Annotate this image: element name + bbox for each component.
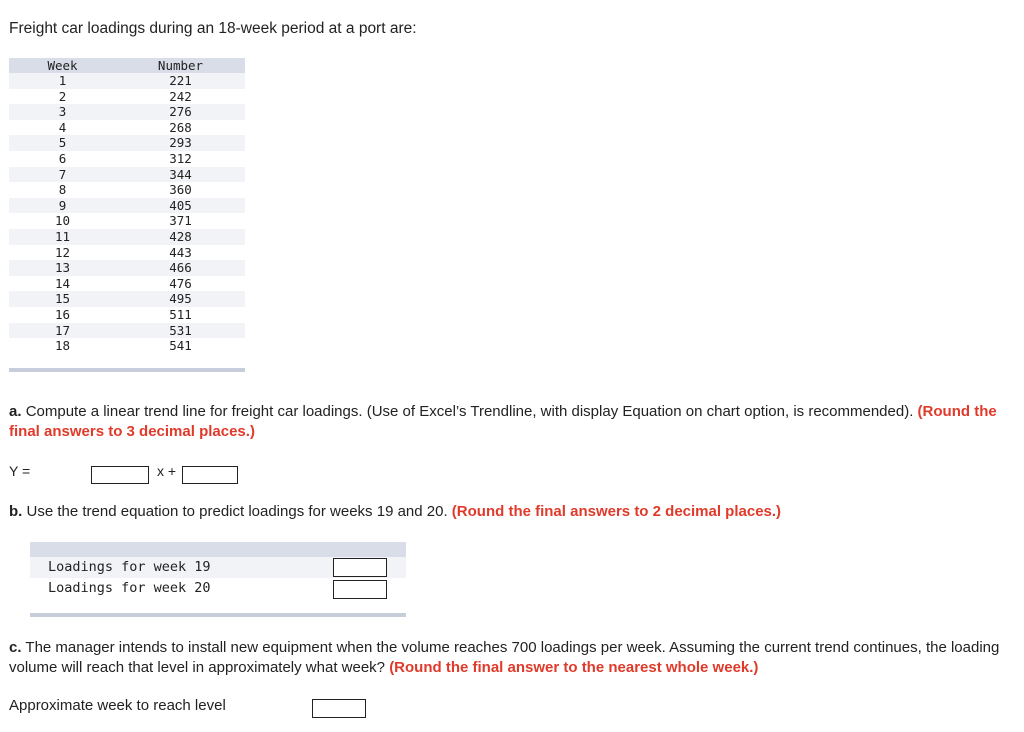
number-cell: 531 xyxy=(169,322,192,338)
table-row xyxy=(9,307,245,323)
part-b-question xyxy=(9,502,1014,522)
week-cell: 16 xyxy=(54,306,71,322)
week-cell: 18 xyxy=(54,338,71,354)
number-cell: 293 xyxy=(169,135,192,151)
table-body xyxy=(9,73,245,354)
forecast-table-bottom-bar xyxy=(30,613,406,617)
part-a-text: Compute a linear trend line for freight car loadings. (Use of Excel’s Trendline, with display Equation on chart option, is recommended). xyxy=(25,403,914,420)
slope-input[interactable] xyxy=(91,466,149,484)
number-cell: 242 xyxy=(169,88,192,104)
part-c-text: The manager intends to install new equipment when the volume reaches 700 loadings per week. Assuming the current trend continues, the loading volume will reach that level in approximately what week? xyxy=(9,639,1000,676)
number-cell: 428 xyxy=(169,228,192,244)
table-row xyxy=(9,182,245,198)
week-cell: 11 xyxy=(54,228,71,244)
number-cell: 443 xyxy=(169,244,192,260)
part-b-text: Use the trend equation to predict loadings for weeks 19 and 20. xyxy=(26,503,448,520)
part-c-question xyxy=(9,638,1014,678)
table-row xyxy=(9,151,245,167)
table-row xyxy=(9,276,245,292)
week-cell: 8 xyxy=(58,182,67,198)
number-cell: 268 xyxy=(169,119,192,135)
header-number: Number xyxy=(157,58,204,73)
week-cell: 2 xyxy=(58,88,67,104)
week-cell: 12 xyxy=(54,244,71,260)
week-cell: 7 xyxy=(58,166,67,182)
number-cell: 344 xyxy=(169,166,192,182)
week-cell: 4 xyxy=(58,119,67,135)
number-cell: 541 xyxy=(169,338,192,354)
table-row xyxy=(9,245,245,261)
loadings-table xyxy=(9,58,245,372)
week-19-label: Loadings for week 19 xyxy=(48,559,211,575)
week-19-input[interactable] xyxy=(333,558,387,577)
table-row xyxy=(9,104,245,120)
table-row xyxy=(9,135,245,151)
week-cell: 3 xyxy=(58,104,67,120)
number-cell: 276 xyxy=(169,104,192,120)
part-c-letter: c. xyxy=(9,639,22,656)
forecast-table-header xyxy=(30,542,406,557)
number-cell: 511 xyxy=(169,306,192,322)
part-b-note: (Round the final answers to 2 decimal places.) xyxy=(451,503,782,520)
part-a-letter: a. xyxy=(9,403,22,420)
number-cell: 495 xyxy=(169,291,192,307)
part-a-note: (Round the final answers to 3 decimal places.) xyxy=(9,403,997,440)
week-cell: 17 xyxy=(54,322,71,338)
number-cell: 466 xyxy=(169,260,192,276)
approx-week-input[interactable] xyxy=(312,699,366,718)
week-cell: 10 xyxy=(54,213,71,229)
table-row xyxy=(9,260,245,276)
header-week: Week xyxy=(47,58,78,73)
table-row xyxy=(9,323,245,339)
table-row xyxy=(9,120,245,136)
table-row xyxy=(9,89,245,105)
week-cell: 14 xyxy=(54,275,71,291)
week-cell: 9 xyxy=(58,197,67,213)
number-cell: 405 xyxy=(169,197,192,213)
table-header xyxy=(9,58,245,73)
table-row xyxy=(9,338,245,354)
number-cell: 312 xyxy=(169,150,192,166)
number-cell: 371 xyxy=(169,213,192,229)
week-cell: 13 xyxy=(54,260,71,276)
week-cell: 5 xyxy=(58,135,67,151)
number-cell: 360 xyxy=(169,182,192,198)
part-a-question xyxy=(9,402,1014,442)
intercept-input[interactable] xyxy=(182,466,238,484)
x-plus-label: x + xyxy=(157,463,177,479)
approx-week-label: Approximate week to reach level xyxy=(9,697,226,714)
table-row xyxy=(9,198,245,214)
table-row xyxy=(9,229,245,245)
week-cell: 6 xyxy=(58,150,67,166)
table-row xyxy=(9,291,245,307)
week-20-label: Loadings for week 20 xyxy=(48,580,211,596)
part-c-note: (Round the final answer to the nearest whole week.) xyxy=(389,659,759,676)
intro-text: Freight car loadings during an 18-week period at a port are: xyxy=(9,20,417,37)
table-row xyxy=(9,73,245,89)
number-cell: 221 xyxy=(169,73,192,88)
week-cell: 1 xyxy=(58,73,67,88)
table-row xyxy=(9,213,245,229)
table-row xyxy=(9,167,245,183)
y-equals-label: Y = xyxy=(9,463,31,479)
week-20-input[interactable] xyxy=(333,580,387,599)
week-cell: 15 xyxy=(54,291,71,307)
part-b-letter: b. xyxy=(9,503,23,520)
table-bottom-bar xyxy=(9,368,245,372)
number-cell: 476 xyxy=(169,275,192,291)
